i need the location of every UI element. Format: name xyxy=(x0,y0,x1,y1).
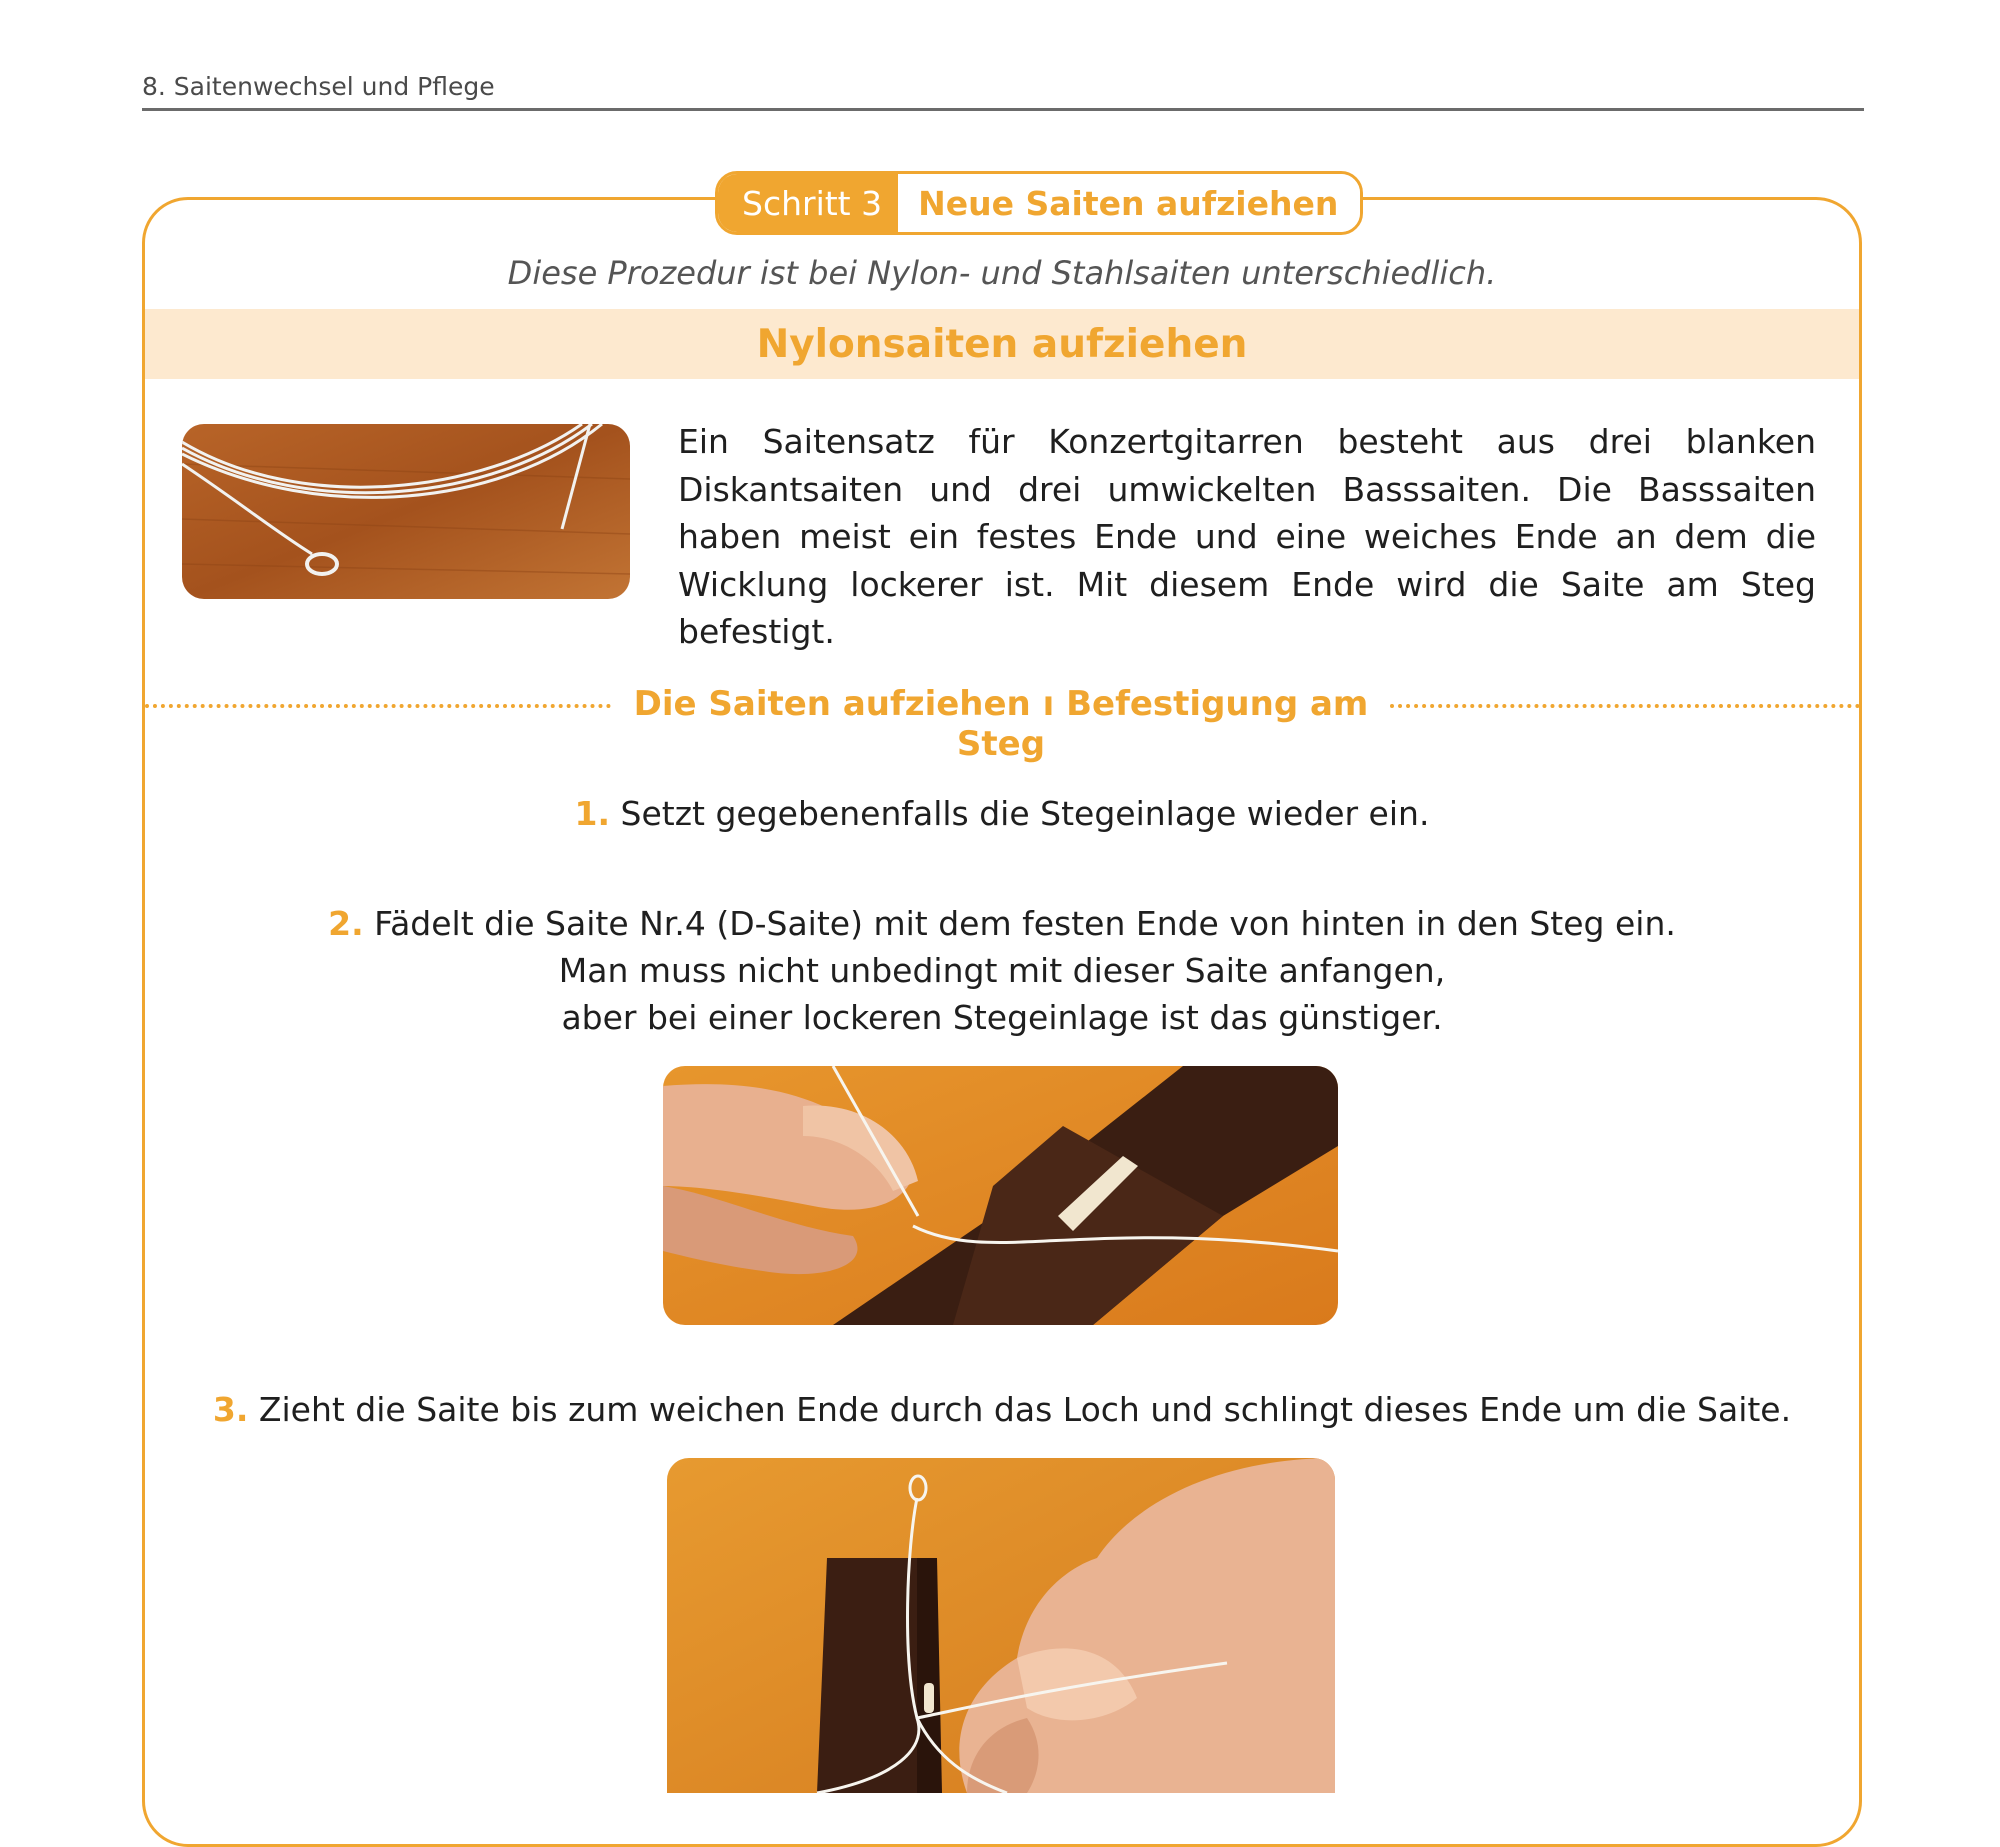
string-loop-photo xyxy=(667,1458,1335,1793)
step-3-number: 3. xyxy=(212,1390,249,1429)
strings-photo xyxy=(182,424,630,599)
section-title: Nylonsaiten aufziehen xyxy=(756,321,1248,367)
header-rule xyxy=(142,108,1864,111)
running-head: 8. Saitenwechsel und Pflege xyxy=(142,72,495,101)
step-2-text-line-1: Fädelt die Saite Nr.4 (D-Saite) mit dem festen Ende von hinten in den Steg ein. xyxy=(374,904,1676,943)
step-2-text-line-2: Man muss nicht unbedingt mit dieser Saite anfangen, xyxy=(558,951,1446,990)
bridge-threading-photo xyxy=(663,1066,1338,1325)
step-2-text-line-3: aber bei einer lockeren Stegeinlage ist das günstiger. xyxy=(561,998,1443,1037)
step-3 xyxy=(142,1386,1862,1433)
step-2-number: 2. xyxy=(328,904,364,943)
step-title: Neue Saiten aufziehen xyxy=(898,174,1360,232)
section-band xyxy=(145,309,1859,379)
subsection-rule-left xyxy=(145,704,611,708)
subsection-rule-right xyxy=(1390,704,1860,708)
step-1 xyxy=(142,790,1862,837)
step-1-text: Setzt gegebenenfalls die Stegeinlage wieder ein. xyxy=(620,794,1430,833)
intro-note: Diese Prozedur ist bei Nylon- und Stahlsaiten unterschiedlich. xyxy=(507,254,1497,292)
step-badge xyxy=(715,171,1363,235)
step-1-number: 1. xyxy=(574,794,611,833)
step-number: Schritt 3 xyxy=(718,174,898,232)
subsection-title: Die Saiten aufziehen ı Befestigung am Steg xyxy=(633,684,1369,764)
intro-paragraph: Ein Saitensatz für Konzertgitarren besteht aus drei blanken Diskantsaiten und drei umwickelten Basssaiten. Die Basssaiten haben meist ein festes Ende und eine weiches Ende an dem die Wicklung lockerer ist. Mit diesem Ende wird die Saite am Steg befestigt. xyxy=(678,422,1816,651)
step-3-text: Zieht die Saite bis zum weichen Ende durch das Loch und schlingt dieses Ende um die Saite. xyxy=(258,1390,1792,1429)
step-2 xyxy=(142,900,1862,947)
